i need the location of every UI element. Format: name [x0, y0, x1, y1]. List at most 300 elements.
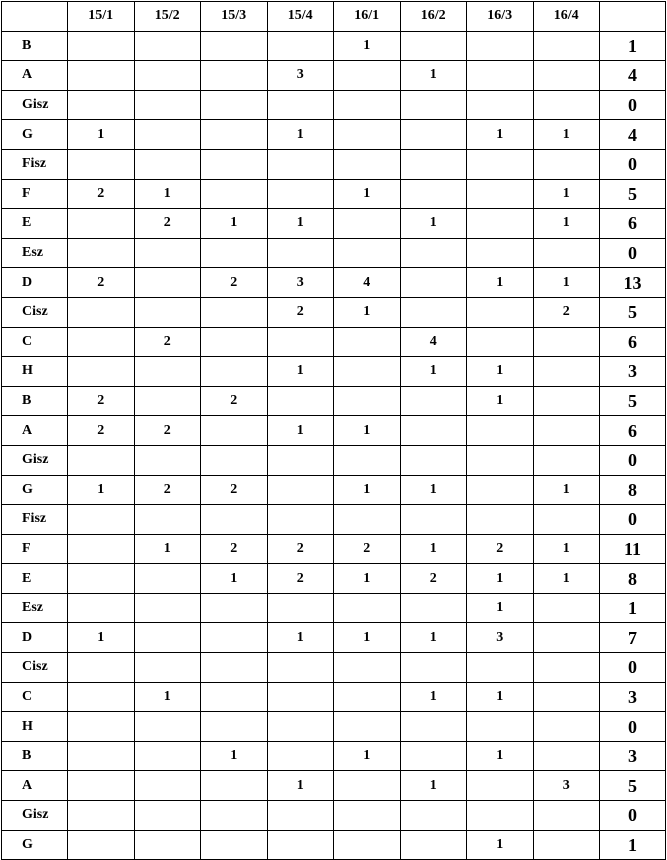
row-total-cell: 8 — [600, 475, 666, 505]
count-cell — [334, 712, 401, 742]
count-cell: 3 — [267, 61, 334, 91]
note-name-cell: C — [2, 682, 68, 712]
table-row — [2, 445, 666, 475]
count-cell — [467, 445, 534, 475]
count-cell — [267, 712, 334, 742]
count-cell — [267, 653, 334, 683]
note-name-cell: B — [2, 386, 68, 416]
header-cell-16-3: 16/3 — [467, 2, 534, 32]
count-cell — [134, 830, 201, 860]
count-cell — [68, 653, 135, 683]
count-cell: 1 — [400, 682, 467, 712]
count-cell: 1 — [334, 623, 401, 653]
count-cell — [68, 238, 135, 268]
note-name-cell: Gisz — [2, 90, 68, 120]
row-total-cell: 3 — [600, 357, 666, 387]
count-cell — [467, 771, 534, 801]
count-cell — [400, 90, 467, 120]
count-cell — [134, 445, 201, 475]
note-name-cell: Esz — [2, 238, 68, 268]
count-cell: 3 — [533, 771, 600, 801]
table-row — [2, 297, 666, 327]
count-cell — [533, 31, 600, 61]
count-cell: 1 — [467, 741, 534, 771]
count-cell — [533, 149, 600, 179]
count-cell — [267, 327, 334, 357]
count-cell: 1 — [267, 209, 334, 239]
count-cell: 1 — [68, 120, 135, 150]
count-cell — [533, 61, 600, 91]
count-cell — [400, 238, 467, 268]
count-cell — [533, 830, 600, 860]
count-cell — [400, 505, 467, 535]
count-cell — [201, 90, 268, 120]
count-cell — [467, 327, 534, 357]
count-cell — [267, 475, 334, 505]
count-cell — [400, 801, 467, 831]
count-cell — [134, 268, 201, 298]
count-cell — [134, 623, 201, 653]
count-cell: 1 — [68, 475, 135, 505]
count-cell — [334, 653, 401, 683]
count-cell — [134, 771, 201, 801]
count-cell — [201, 61, 268, 91]
table-row — [2, 534, 666, 564]
count-cell: 1 — [467, 386, 534, 416]
count-cell: 1 — [267, 623, 334, 653]
count-cell — [267, 830, 334, 860]
count-cell: 2 — [201, 386, 268, 416]
table-row — [2, 120, 666, 150]
note-name-cell: H — [2, 357, 68, 387]
count-cell — [467, 297, 534, 327]
count-cell — [533, 238, 600, 268]
count-cell — [400, 712, 467, 742]
count-cell — [533, 682, 600, 712]
count-cell — [467, 238, 534, 268]
count-cell — [533, 327, 600, 357]
count-cell: 2 — [267, 534, 334, 564]
count-cell — [400, 297, 467, 327]
count-cell: 2 — [68, 416, 135, 446]
count-cell — [68, 712, 135, 742]
count-cell: 1 — [533, 179, 600, 209]
count-cell — [467, 801, 534, 831]
count-cell — [201, 712, 268, 742]
count-cell: 3 — [467, 623, 534, 653]
count-cell: 1 — [467, 357, 534, 387]
count-cell — [334, 238, 401, 268]
count-cell — [334, 386, 401, 416]
table-row — [2, 475, 666, 505]
count-cell: 2 — [134, 475, 201, 505]
count-cell — [134, 593, 201, 623]
count-cell: 1 — [400, 61, 467, 91]
count-cell — [334, 327, 401, 357]
count-cell — [267, 149, 334, 179]
row-total-cell: 1 — [600, 830, 666, 860]
count-cell: 1 — [201, 564, 268, 594]
count-cell — [68, 357, 135, 387]
header-cell-15-3: 15/3 — [201, 2, 268, 32]
count-cell — [201, 445, 268, 475]
count-cell — [68, 445, 135, 475]
count-cell — [334, 682, 401, 712]
row-total-cell: 8 — [600, 564, 666, 594]
count-cell — [400, 179, 467, 209]
count-cell: 2 — [334, 534, 401, 564]
row-total-cell: 5 — [600, 179, 666, 209]
count-cell — [334, 61, 401, 91]
table-row — [2, 327, 666, 357]
count-cell — [267, 238, 334, 268]
count-cell: 1 — [134, 534, 201, 564]
count-cell — [400, 593, 467, 623]
count-cell — [533, 445, 600, 475]
count-cell — [400, 120, 467, 150]
note-name-cell: E — [2, 209, 68, 239]
row-total-cell: 6 — [600, 209, 666, 239]
count-cell: 2 — [201, 475, 268, 505]
count-cell: 2 — [467, 534, 534, 564]
table-row — [2, 31, 666, 61]
count-cell — [134, 712, 201, 742]
count-cell — [400, 416, 467, 446]
count-cell — [533, 386, 600, 416]
count-cell: 1 — [334, 564, 401, 594]
count-cell — [68, 830, 135, 860]
count-cell: 2 — [201, 268, 268, 298]
table-row — [2, 741, 666, 771]
note-name-cell: A — [2, 771, 68, 801]
row-total-cell: 3 — [600, 741, 666, 771]
table-row — [2, 386, 666, 416]
note-name-cell: Cisz — [2, 297, 68, 327]
count-cell: 2 — [267, 564, 334, 594]
note-name-cell: Esz — [2, 593, 68, 623]
count-cell — [400, 386, 467, 416]
table-row — [2, 682, 666, 712]
count-cell — [68, 682, 135, 712]
count-cell — [68, 505, 135, 535]
count-cell — [267, 593, 334, 623]
count-cell: 2 — [68, 386, 135, 416]
count-cell — [533, 593, 600, 623]
count-cell — [134, 61, 201, 91]
count-cell: 1 — [68, 623, 135, 653]
count-cell: 1 — [533, 120, 600, 150]
count-cell: 2 — [533, 297, 600, 327]
count-cell: 1 — [533, 475, 600, 505]
table-row — [2, 268, 666, 298]
count-cell — [334, 801, 401, 831]
count-cell — [267, 31, 334, 61]
header-cell-corner — [2, 2, 68, 32]
count-cell — [334, 445, 401, 475]
table-row — [2, 801, 666, 831]
header-row — [2, 2, 666, 32]
count-cell — [267, 505, 334, 535]
row-total-cell: 4 — [600, 120, 666, 150]
note-name-cell: B — [2, 31, 68, 61]
row-total-cell: 0 — [600, 505, 666, 535]
row-total-cell: 0 — [600, 801, 666, 831]
count-cell: 1 — [467, 120, 534, 150]
count-cell — [467, 31, 534, 61]
count-cell: 1 — [267, 120, 334, 150]
count-cell: 1 — [334, 297, 401, 327]
count-cell — [267, 741, 334, 771]
count-cell: 2 — [134, 327, 201, 357]
count-cell — [467, 149, 534, 179]
count-cell — [201, 653, 268, 683]
count-cell — [533, 712, 600, 742]
count-cell — [467, 712, 534, 742]
count-cell: 1 — [467, 268, 534, 298]
count-cell — [201, 31, 268, 61]
count-cell — [201, 801, 268, 831]
note-name-cell: Cisz — [2, 653, 68, 683]
count-cell — [68, 741, 135, 771]
count-cell: 2 — [134, 209, 201, 239]
count-cell: 1 — [400, 209, 467, 239]
count-cell — [68, 534, 135, 564]
header-cell-15-2: 15/2 — [134, 2, 201, 32]
count-cell — [267, 801, 334, 831]
count-cell: 4 — [334, 268, 401, 298]
count-cell: 1 — [400, 623, 467, 653]
count-cell — [267, 386, 334, 416]
count-cell: 2 — [68, 179, 135, 209]
table-row — [2, 209, 666, 239]
note-name-cell: D — [2, 623, 68, 653]
count-cell: 3 — [267, 268, 334, 298]
header-cell-16-1: 16/1 — [334, 2, 401, 32]
row-total-cell: 0 — [600, 445, 666, 475]
row-total-cell: 6 — [600, 416, 666, 446]
count-cell: 1 — [467, 564, 534, 594]
table-row — [2, 149, 666, 179]
row-total-cell: 6 — [600, 327, 666, 357]
count-cell: 1 — [467, 682, 534, 712]
count-cell — [267, 179, 334, 209]
row-total-cell: 0 — [600, 712, 666, 742]
count-cell — [68, 771, 135, 801]
count-cell — [134, 386, 201, 416]
count-cell — [334, 149, 401, 179]
count-cell — [467, 209, 534, 239]
count-cell: 1 — [400, 771, 467, 801]
row-total-cell: 5 — [600, 771, 666, 801]
row-total-cell: 1 — [600, 593, 666, 623]
table-row — [2, 653, 666, 683]
count-cell: 1 — [201, 209, 268, 239]
count-cell — [68, 61, 135, 91]
table-row — [2, 90, 666, 120]
note-name-cell: E — [2, 564, 68, 594]
count-cell: 1 — [400, 357, 467, 387]
count-cell — [201, 297, 268, 327]
count-cell: 1 — [533, 534, 600, 564]
count-cell — [467, 90, 534, 120]
note-name-cell: G — [2, 830, 68, 860]
count-cell: 4 — [400, 327, 467, 357]
count-cell — [533, 801, 600, 831]
header-cell-15-4: 15/4 — [267, 2, 334, 32]
count-cell: 1 — [533, 209, 600, 239]
note-name-cell: F — [2, 534, 68, 564]
count-cell — [201, 830, 268, 860]
count-cell — [533, 623, 600, 653]
note-name-cell: F — [2, 179, 68, 209]
table-row — [2, 564, 666, 594]
count-cell: 1 — [334, 475, 401, 505]
count-cell — [201, 682, 268, 712]
count-cell — [201, 179, 268, 209]
count-cell — [267, 445, 334, 475]
count-cell — [467, 505, 534, 535]
count-cell — [201, 238, 268, 268]
count-cell — [134, 741, 201, 771]
note-name-cell: A — [2, 61, 68, 91]
count-cell — [400, 268, 467, 298]
count-cell — [467, 61, 534, 91]
count-cell — [334, 771, 401, 801]
table-row — [2, 61, 666, 91]
count-cell: 1 — [400, 475, 467, 505]
count-cell — [467, 653, 534, 683]
count-cell — [467, 475, 534, 505]
count-cell — [334, 357, 401, 387]
row-total-cell: 5 — [600, 386, 666, 416]
table-row — [2, 238, 666, 268]
count-cell — [400, 445, 467, 475]
table-row — [2, 357, 666, 387]
count-cell — [533, 357, 600, 387]
count-cell: 1 — [267, 771, 334, 801]
count-cell — [400, 653, 467, 683]
count-cell — [134, 801, 201, 831]
count-cell — [267, 90, 334, 120]
count-cell — [134, 31, 201, 61]
count-cell: 1 — [267, 357, 334, 387]
note-name-cell: G — [2, 120, 68, 150]
count-cell — [467, 179, 534, 209]
note-name-cell: Gisz — [2, 445, 68, 475]
count-cell: 1 — [334, 741, 401, 771]
row-total-cell: 11 — [600, 534, 666, 564]
count-cell: 1 — [334, 179, 401, 209]
count-cell: 2 — [267, 297, 334, 327]
count-cell: 1 — [533, 268, 600, 298]
note-frequency-table — [1, 1, 666, 860]
count-cell — [400, 830, 467, 860]
count-cell — [68, 593, 135, 623]
table-row — [2, 593, 666, 623]
count-cell — [201, 771, 268, 801]
count-cell — [533, 416, 600, 446]
count-cell — [400, 741, 467, 771]
count-cell — [134, 238, 201, 268]
row-total-cell: 4 — [600, 61, 666, 91]
count-cell — [201, 505, 268, 535]
count-cell: 1 — [467, 593, 534, 623]
count-cell: 2 — [400, 564, 467, 594]
count-cell: 1 — [400, 534, 467, 564]
count-cell — [134, 297, 201, 327]
table-row — [2, 179, 666, 209]
count-cell — [201, 416, 268, 446]
header-cell-total — [600, 2, 666, 32]
header-cell-15-1: 15/1 — [68, 2, 135, 32]
count-cell — [134, 564, 201, 594]
table-row — [2, 830, 666, 860]
count-cell — [201, 149, 268, 179]
count-cell — [68, 297, 135, 327]
count-cell — [334, 593, 401, 623]
count-cell — [334, 90, 401, 120]
note-name-cell: Gisz — [2, 801, 68, 831]
count-cell — [68, 31, 135, 61]
header-cell-16-4: 16/4 — [533, 2, 600, 32]
note-name-cell: Fisz — [2, 149, 68, 179]
table-row — [2, 712, 666, 742]
count-cell — [201, 357, 268, 387]
row-total-cell: 5 — [600, 297, 666, 327]
table-row — [2, 623, 666, 653]
count-cell — [201, 623, 268, 653]
count-cell — [334, 505, 401, 535]
row-total-cell: 3 — [600, 682, 666, 712]
count-cell — [533, 741, 600, 771]
count-cell — [201, 120, 268, 150]
count-cell — [533, 505, 600, 535]
count-cell — [68, 209, 135, 239]
count-cell: 2 — [134, 416, 201, 446]
note-name-cell: D — [2, 268, 68, 298]
note-name-cell: Fisz — [2, 505, 68, 535]
count-cell — [134, 505, 201, 535]
count-cell — [134, 149, 201, 179]
count-cell — [134, 357, 201, 387]
count-cell — [533, 653, 600, 683]
count-cell — [68, 90, 135, 120]
row-total-cell: 0 — [600, 238, 666, 268]
count-cell: 1 — [201, 741, 268, 771]
count-cell — [267, 682, 334, 712]
count-cell — [400, 149, 467, 179]
table-row — [2, 416, 666, 446]
count-cell — [467, 416, 534, 446]
count-cell: 1 — [134, 682, 201, 712]
row-total-cell: 0 — [600, 653, 666, 683]
count-cell: 1 — [267, 416, 334, 446]
count-cell — [68, 564, 135, 594]
table-row — [2, 771, 666, 801]
count-cell — [334, 209, 401, 239]
count-cell: 2 — [68, 268, 135, 298]
note-name-cell: B — [2, 741, 68, 771]
row-total-cell: 13 — [600, 268, 666, 298]
count-cell: 1 — [134, 179, 201, 209]
count-cell — [201, 593, 268, 623]
count-cell: 1 — [334, 31, 401, 61]
count-cell: 1 — [334, 416, 401, 446]
count-cell — [400, 31, 467, 61]
count-cell — [68, 149, 135, 179]
row-total-cell: 0 — [600, 90, 666, 120]
row-total-cell: 7 — [600, 623, 666, 653]
